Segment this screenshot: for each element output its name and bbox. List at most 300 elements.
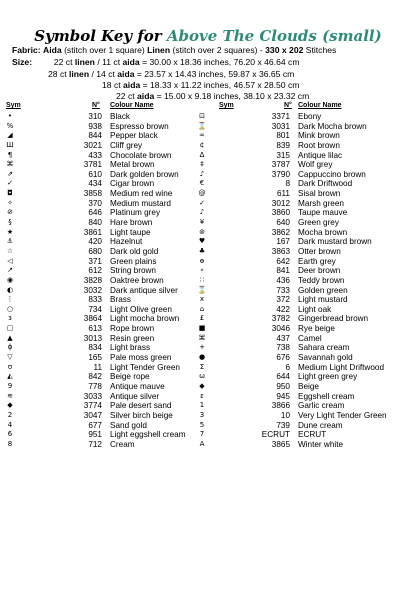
symbol-glyph: ◉ — [6, 275, 14, 284]
thread-number: 644 — [276, 372, 290, 382]
key-row — [0, 363, 206, 373]
thread-number: 3828 — [83, 275, 102, 285]
colour-name: Light eggshell cream — [110, 430, 186, 440]
colour-name: Light brass — [110, 343, 151, 353]
key-column-right — [192, 112, 414, 449]
symbol-glyph: 5 — [199, 420, 205, 429]
colour-name: Pepper black — [110, 131, 158, 141]
key-row — [0, 430, 206, 440]
symbol-glyph: ▽ — [7, 353, 13, 362]
thread-number: 437 — [276, 333, 290, 343]
key-row — [0, 295, 206, 305]
fabric-linen-note: (stitch over 2 squares) - — [172, 45, 263, 55]
colour-name: Golden green — [298, 285, 348, 295]
colour-name: Light mocha brown — [110, 314, 180, 324]
symbol-glyph: 2 — [7, 410, 13, 419]
key-row — [192, 257, 414, 267]
colour-name: Deer brown — [298, 266, 341, 276]
key-row — [0, 305, 206, 315]
thread-number: 315 — [276, 150, 290, 160]
thread-number: 3865 — [271, 439, 290, 449]
thread-number: 422 — [276, 304, 290, 314]
key-row — [192, 392, 414, 402]
key-row — [192, 151, 414, 161]
key-row — [0, 160, 206, 170]
key-row — [192, 382, 414, 392]
symbol-glyph: ♪ — [199, 169, 205, 178]
key-row — [192, 170, 414, 180]
colour-name: Light oak — [298, 304, 332, 314]
symbol-glyph: ♪ — [199, 208, 205, 217]
symbol-glyph: 6 — [7, 430, 13, 439]
thread-number: 945 — [276, 391, 290, 401]
header-colour-left: Colour Name — [110, 102, 154, 109]
colour-name: Dark golden brown — [110, 169, 179, 179]
symbol-glyph: ¶ — [7, 150, 13, 159]
thread-number: 3781 — [83, 160, 102, 170]
key-row — [0, 131, 206, 141]
thread-number: ECRUT — [261, 430, 290, 440]
thread-number: 950 — [276, 381, 290, 391]
size-dims: = 30.00 x 18.36 inches, 76.20 x 46.64 cm — [139, 57, 300, 67]
colour-name: Cigar brown — [110, 179, 155, 189]
colour-name: Cappuccino brown — [298, 169, 366, 179]
key-row — [0, 353, 206, 363]
thread-number: 372 — [276, 295, 290, 305]
thread-number: 3046 — [271, 324, 290, 334]
colour-name: Pale desert sand — [110, 401, 172, 411]
colour-name: Gingerbread brown — [298, 314, 369, 324]
size-row — [116, 91, 309, 101]
thread-number: 611 — [276, 189, 290, 199]
header-num-left: N° — [92, 102, 100, 109]
key-row — [0, 141, 206, 151]
key-row — [0, 218, 206, 228]
thread-number: 3774 — [83, 401, 102, 411]
thread-number: 642 — [276, 256, 290, 266]
colour-name: Espresso brown — [110, 121, 169, 131]
colour-name: Beige — [298, 381, 319, 391]
key-row — [192, 343, 414, 353]
thread-number: 734 — [88, 304, 102, 314]
symbol-glyph: ✧ — [7, 198, 13, 207]
symbol-glyph: ⌂ — [199, 304, 205, 313]
size-label: Size: — [12, 57, 33, 67]
thread-number: 3047 — [83, 410, 102, 420]
size-prefix: 22 ct — [53, 57, 73, 67]
key-row — [192, 179, 414, 189]
colour-name: Dark antique silver — [110, 285, 178, 295]
thread-number: 436 — [276, 275, 290, 285]
size-fabric: linen — [74, 57, 95, 67]
colour-name: Dark Mocha brown — [298, 121, 367, 131]
header-num-right: N° — [284, 102, 292, 109]
colour-name: Platinum grey — [110, 208, 161, 218]
thread-number: 3858 — [83, 189, 102, 199]
symbol-glyph: ⌛ — [197, 121, 207, 130]
key-row — [192, 160, 414, 170]
key-row — [192, 324, 414, 334]
thread-number: 733 — [276, 285, 290, 295]
thread-number: 3863 — [271, 246, 290, 256]
colour-name: Antique silver — [110, 391, 160, 401]
symbol-glyph: § — [8, 218, 12, 227]
colour-name: Light taupe — [110, 227, 151, 237]
colour-name: Medium mustard — [110, 198, 171, 208]
key-row — [192, 372, 414, 382]
key-row — [192, 305, 414, 315]
thread-number: 310 — [88, 112, 102, 121]
thread-number: 165 — [88, 353, 102, 363]
key-row — [192, 266, 414, 276]
size-row — [48, 69, 294, 79]
colour-name: Rope brown — [110, 324, 155, 334]
thread-number: 778 — [88, 381, 102, 391]
key-row — [192, 363, 414, 373]
key-column-left — [0, 112, 206, 449]
page-title — [0, 27, 416, 45]
colour-name: Cliff grey — [110, 140, 143, 150]
symbol-glyph: ○ — [6, 304, 14, 313]
thread-number: 167 — [276, 237, 290, 247]
thread-number: 3787 — [271, 160, 290, 170]
thread-number: 6 — [285, 362, 290, 372]
size-fabric: linen — [69, 69, 90, 79]
key-row — [0, 382, 206, 392]
key-row — [192, 295, 414, 305]
thread-number: 433 — [88, 150, 102, 160]
size-prefix: 22 ct — [116, 91, 135, 101]
thread-number: 951 — [88, 430, 102, 440]
symbol-glyph: 4 — [7, 420, 13, 429]
colour-name: Black — [110, 112, 131, 121]
key-row — [0, 237, 206, 247]
thread-number: 612 — [88, 266, 102, 276]
key-row — [0, 151, 206, 161]
colour-name: Medium red wine — [110, 189, 173, 199]
thread-number: 938 — [88, 121, 102, 131]
colour-name: Winter white — [298, 439, 344, 449]
key-row — [0, 286, 206, 296]
size-row — [102, 80, 299, 90]
thread-number: 3861 — [83, 227, 102, 237]
colour-name: Camel — [298, 333, 322, 343]
thread-number: 3371 — [271, 112, 290, 121]
thread-number: 434 — [88, 179, 102, 189]
key-row — [0, 334, 206, 344]
symbol-glyph: ◆ — [7, 401, 13, 410]
key-row — [192, 199, 414, 209]
symbol-glyph: ɜ — [8, 314, 12, 323]
symbol-glyph: ⊚ — [199, 227, 205, 236]
colour-name: Antique lilac — [298, 150, 343, 160]
symbol-glyph: ◁ — [7, 256, 13, 265]
colour-name: Pale moss green — [110, 353, 172, 363]
colour-name: Root brown — [298, 140, 340, 150]
key-row — [192, 112, 414, 122]
colour-name: Hare brown — [110, 218, 153, 228]
colour-name: Cream — [110, 439, 135, 449]
colour-name: Light green grey — [298, 372, 358, 382]
symbol-glyph: ⊡ — [199, 112, 205, 120]
key-row — [0, 228, 206, 238]
colour-name: Light Olive green — [110, 304, 172, 314]
symbol-glyph: ★ — [6, 227, 14, 236]
pattern-name: Above The Clouds (small) — [166, 27, 382, 45]
thread-number: 680 — [88, 246, 102, 256]
thread-number: 833 — [88, 295, 102, 305]
colour-name: Dark old gold — [110, 246, 159, 256]
header-sym-right: Sym — [219, 102, 234, 109]
symbol-glyph: x — [199, 295, 205, 304]
key-row — [0, 112, 206, 122]
key-row — [0, 266, 206, 276]
key-row — [0, 247, 206, 257]
colour-name: Ebony — [298, 112, 322, 121]
colour-name: Dune cream — [298, 420, 343, 430]
key-row — [192, 286, 414, 296]
key-row — [0, 392, 206, 402]
key-row — [0, 343, 206, 353]
key-row — [0, 324, 206, 334]
key-row — [192, 141, 414, 151]
colour-name: Dark mustard brown — [298, 237, 372, 247]
key-row — [0, 170, 206, 180]
symbol-glyph: ɸ — [7, 343, 13, 352]
symbol-glyph: 9 — [7, 381, 13, 390]
title-lead: Symbol Key for — [34, 27, 162, 45]
symbol-glyph: @ — [198, 189, 206, 198]
symbol-glyph: ⌘ — [198, 333, 206, 342]
colour-name: Mink brown — [298, 131, 340, 141]
thread-number: 3862 — [271, 227, 290, 237]
symbol-glyph: ∞ — [199, 131, 205, 140]
size-mid: / 14 ct — [89, 69, 115, 79]
symbol-glyph: ≋ — [7, 391, 13, 400]
thread-number: 841 — [276, 266, 290, 276]
thread-number: 839 — [276, 140, 290, 150]
thread-number: 801 — [276, 131, 290, 141]
thread-number: 3864 — [83, 314, 102, 324]
fabric-label: Fabric: — [12, 45, 41, 55]
symbol-glyph: ω — [199, 372, 205, 381]
colour-name: Mocha brown — [298, 227, 348, 237]
symbol-glyph: ◢ — [7, 131, 13, 140]
key-row — [192, 440, 414, 450]
colour-name: Earth grey — [298, 256, 336, 266]
key-row — [192, 247, 414, 257]
thread-number: 640 — [276, 218, 290, 228]
key-row — [192, 334, 414, 344]
key-row — [0, 372, 206, 382]
colour-name: Taupe mauve — [298, 208, 348, 218]
key-row — [192, 237, 414, 247]
symbol-glyph: ⊘ — [7, 208, 13, 217]
colour-name: Dark Driftwood — [298, 179, 353, 189]
thread-number: 3790 — [271, 169, 290, 179]
size-fabric2: aida — [123, 80, 141, 90]
key-row — [0, 440, 206, 450]
thread-number: 3866 — [271, 401, 290, 411]
key-row — [192, 228, 414, 238]
key-row — [192, 218, 414, 228]
colour-name: Very Light Tender Green — [298, 410, 387, 420]
size-dims: = 15.00 x 9.18 inches, 38.10 x 23.32 cm — [154, 91, 310, 101]
symbol-glyph: Ш — [6, 140, 14, 149]
thread-number: 844 — [88, 131, 102, 141]
key-row — [0, 314, 206, 324]
thread-number: 420 — [88, 237, 102, 247]
colour-name: Beige rope — [110, 372, 150, 382]
symbol-glyph: 7 — [199, 430, 205, 439]
thread-number: 3032 — [83, 285, 102, 295]
key-row — [0, 401, 206, 411]
key-row — [192, 276, 414, 286]
symbol-glyph: ¢ — [199, 140, 205, 149]
symbol-glyph: A — [199, 439, 205, 448]
symbol-glyph: ⌘ — [6, 160, 14, 169]
symbol-glyph: ∆ — [199, 150, 205, 159]
key-row — [0, 199, 206, 209]
colour-name: Savannah gold — [298, 353, 353, 363]
colour-name: Chocolate brown — [110, 150, 172, 160]
colour-name: Green grey — [298, 218, 339, 228]
symbol-glyph: ⋮ — [6, 295, 14, 304]
symbol-glyph: ɵ — [199, 256, 205, 265]
symbol-glyph: ▲ — [7, 333, 13, 342]
symbol-glyph: ✓ — [199, 198, 205, 207]
colour-name: Sand gold — [110, 420, 147, 430]
colour-name: Garlic cream — [298, 401, 345, 411]
symbol-glyph: 3 — [199, 410, 205, 419]
stitch-suffix: Stitches — [305, 45, 337, 55]
colour-name: Sisal brown — [298, 189, 341, 199]
size-dims: = 23.57 x 14.43 inches, 59.87 x 36.65 cm — [134, 69, 295, 79]
thread-number: 842 — [88, 372, 102, 382]
colour-name: ECRUT — [298, 430, 327, 440]
key-row — [192, 122, 414, 132]
thread-number: 712 — [88, 439, 102, 449]
symbol-glyph: • — [7, 112, 13, 120]
symbol-glyph: € — [199, 179, 205, 188]
thread-number: 3782 — [271, 314, 290, 324]
colour-name: Eggshell cream — [298, 391, 355, 401]
symbol-glyph: ⚓ — [6, 237, 14, 246]
colour-name: Brass — [110, 295, 131, 305]
symbol-glyph: ‡ — [200, 160, 204, 169]
size-row — [12, 57, 300, 67]
symbol-glyph: ✓ — [7, 179, 13, 188]
key-row — [192, 314, 414, 324]
thread-number: 676 — [276, 353, 290, 363]
colour-name: Teddy brown — [298, 275, 345, 285]
colour-name: Light Tender Green — [110, 362, 180, 372]
symbol-glyph: ● — [198, 353, 206, 362]
stitch-count: 330 x 202 — [265, 45, 304, 55]
thread-number: 677 — [88, 420, 102, 430]
fabric-line — [12, 45, 336, 55]
colour-name: Oaktree brown — [110, 275, 164, 285]
symbol-glyph: ¥ — [199, 218, 205, 227]
size-prefix: 28 ct — [48, 69, 67, 79]
symbol-glyph: Σ — [199, 362, 205, 371]
colour-name: Hazelnut — [110, 237, 143, 247]
symbol-glyph: + — [199, 343, 205, 352]
symbol-glyph: ☆ — [6, 246, 14, 255]
size-mid: / 11 ct — [94, 57, 121, 67]
symbol-glyph: ⇗ — [7, 169, 13, 178]
key-row — [192, 189, 414, 199]
colour-name: Light mustard — [298, 295, 348, 305]
key-row — [192, 353, 414, 363]
key-row — [0, 208, 206, 218]
thread-number: 10 — [280, 410, 290, 420]
fabric-aida: Aida — [43, 45, 62, 55]
thread-number: 610 — [88, 169, 102, 179]
symbol-glyph: 8 — [7, 439, 13, 448]
symbol-glyph: ■ — [198, 324, 206, 333]
colour-name: Medium Light Driftwood — [298, 362, 385, 372]
symbol-glyph: % — [6, 121, 14, 130]
symbol-glyph: ▢ — [6, 324, 14, 333]
symbol-glyph: ⌛ — [197, 285, 207, 294]
symbol-glyph: ɛ — [200, 391, 204, 400]
size-fabric2: aida — [122, 57, 140, 67]
colour-name: Silver birch beige — [110, 410, 173, 420]
colour-name: Otter brown — [298, 246, 341, 256]
key-row — [192, 430, 414, 440]
symbol-glyph: 1 — [199, 401, 205, 410]
key-row — [0, 276, 206, 286]
key-row — [0, 179, 206, 189]
fabric-linen: Linen — [147, 45, 171, 55]
colour-name: Antique mauve — [110, 381, 165, 391]
thread-number: 3031 — [271, 121, 290, 131]
size-dims: = 18.33 x 11.22 inches, 46.57 x 28.50 cm — [140, 80, 300, 90]
symbol-glyph: ∷ — [199, 275, 205, 284]
key-row — [192, 421, 414, 431]
key-row — [0, 189, 206, 199]
key-row — [0, 411, 206, 421]
thread-number: 3021 — [83, 140, 102, 150]
colour-name: Resin green — [110, 333, 155, 343]
colour-name: Metal brown — [110, 160, 155, 170]
symbol-glyph: ◭ — [7, 372, 13, 381]
thread-number: 613 — [88, 324, 102, 334]
symbol-glyph: ↗ — [7, 266, 13, 275]
key-row — [192, 411, 414, 421]
symbol-glyph: ♥ — [198, 237, 206, 246]
thread-number: 3012 — [271, 198, 290, 208]
thread-number: 371 — [88, 256, 102, 266]
symbol-glyph: ◆ — [199, 381, 205, 390]
symbol-glyph: ∘ — [199, 266, 205, 275]
symbol-glyph: ◘ — [7, 189, 13, 198]
header-colour-right: Colour Name — [298, 102, 342, 109]
thread-number: 646 — [88, 208, 102, 218]
colour-name: Wolf grey — [298, 160, 333, 170]
colour-name: Marsh green — [298, 198, 344, 208]
symbol-glyph: £ — [199, 314, 205, 323]
thread-number: 3013 — [83, 333, 102, 343]
thread-number: 3860 — [271, 208, 290, 218]
symbol-glyph: ʊ — [7, 362, 13, 371]
colour-name: Green plains — [110, 256, 157, 266]
symbol-glyph: ♣ — [198, 246, 206, 255]
key-row — [192, 131, 414, 141]
fabric-aida-note: (stitch over 1 square) — [64, 45, 145, 55]
symbol-glyph: ◐ — [6, 285, 14, 294]
